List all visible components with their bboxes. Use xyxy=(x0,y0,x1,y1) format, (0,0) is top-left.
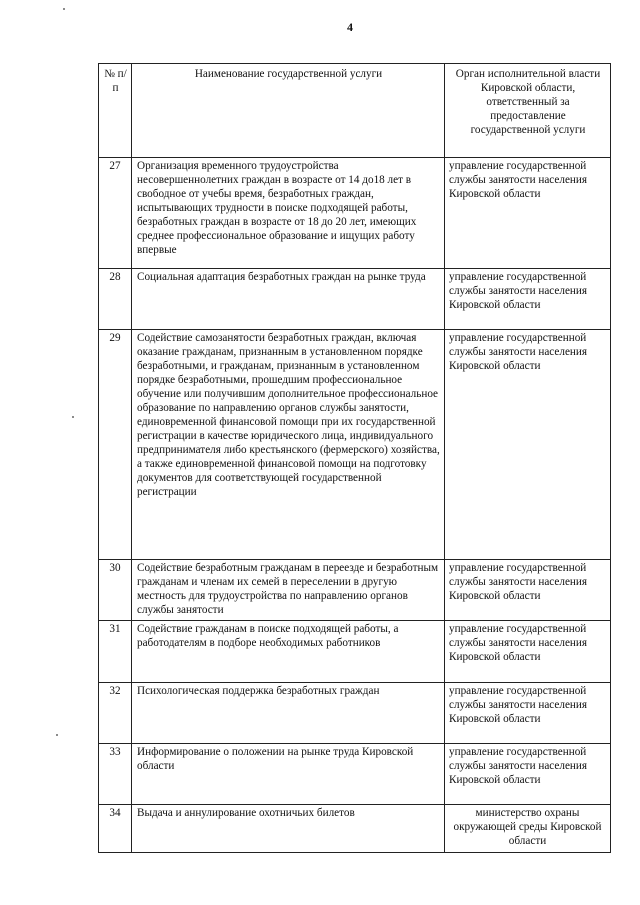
table-row xyxy=(99,158,611,269)
service-name: Выдача и аннулирование охотничьих билетов xyxy=(132,805,445,853)
table-row xyxy=(99,621,611,683)
row-number: 31 xyxy=(99,621,132,683)
service-name: Организация временного трудоустройства несовершеннолетних граждан в возрасте от 14 до18 лет в свободное от учебы время, безработных граждан, испытывающих трудности в поиске подходящей работы, безработных граждан в возрасте от 18 до 20 лет, имеющих среднее профессиональное образование и ищущих работу впервые xyxy=(132,158,445,269)
header-service-name: Наименование государственной услуги xyxy=(132,64,445,158)
table-row xyxy=(99,744,611,805)
service-name: Информирование о положении на рынке труда Кировской области xyxy=(132,744,445,805)
service-name: Содействие безработным гражданам в переезде и безработным гражданам и членам их семей в переселении в другую местность для трудоустройства по направлению органов службы занятости xyxy=(132,560,445,621)
row-number: 30 xyxy=(99,560,132,621)
responsible-authority: управление государственной службы занятости населения Кировской области xyxy=(445,269,611,330)
scan-speck xyxy=(72,416,74,418)
table-row xyxy=(99,683,611,744)
table-row xyxy=(99,560,611,621)
table-row xyxy=(99,269,611,330)
row-number: 32 xyxy=(99,683,132,744)
row-number: 33 xyxy=(99,744,132,805)
service-name: Содействие гражданам в поиске подходящей работы, а работодателям в подборе необходимых работников xyxy=(132,621,445,683)
scan-speck xyxy=(63,8,65,10)
header-authority: Орган исполнительной власти Кировской области, ответственный за предоставление государственной услуги xyxy=(445,64,611,158)
responsible-authority: управление государственной службы занятости населения Кировской области xyxy=(445,330,611,560)
row-number: 34 xyxy=(99,805,132,853)
row-number: 27 xyxy=(99,158,132,269)
table-row xyxy=(99,330,611,560)
responsible-authority: управление государственной службы занятости населения Кировской области xyxy=(445,158,611,269)
service-name: Содействие самозанятости безработных граждан, включая оказание гражданам, признанным в установленном порядке безработными, и гражданам, признанным в установленном порядке безработными, прошедшим профессиональное обучение или получившим дополнительное профессиональное образование по направлению органов службы занятости, единовременной финансовой помощи при их государственной регистрации в качестве юридического лица, индивидуального предпринимателя либо крестьянского (фермерского) хозяйства, а также единовременной финансовой помощи на подготовку документов для соответствующей государственной регистрации xyxy=(132,330,445,560)
service-name: Социальная адаптация безработных граждан на рынке труда xyxy=(132,269,445,330)
service-name: Психологическая поддержка безработных граждан xyxy=(132,683,445,744)
services-table xyxy=(98,63,611,853)
responsible-authority: управление государственной службы занятости населения Кировской области xyxy=(445,560,611,621)
responsible-authority: управление государственной службы занятости населения Кировской области xyxy=(445,744,611,805)
page-number: 4 xyxy=(347,20,353,34)
row-number: 28 xyxy=(99,269,132,330)
table-header xyxy=(99,64,611,158)
scan-speck xyxy=(56,734,58,736)
header-number: № п/п xyxy=(99,64,132,158)
responsible-authority: министерство охраны окружающей среды Кировской области xyxy=(445,805,611,853)
responsible-authority: управление государственной службы занятости населения Кировской области xyxy=(445,683,611,744)
table-row xyxy=(99,805,611,853)
row-number: 29 xyxy=(99,330,132,560)
responsible-authority: управление государственной службы занятости населения Кировской области xyxy=(445,621,611,683)
